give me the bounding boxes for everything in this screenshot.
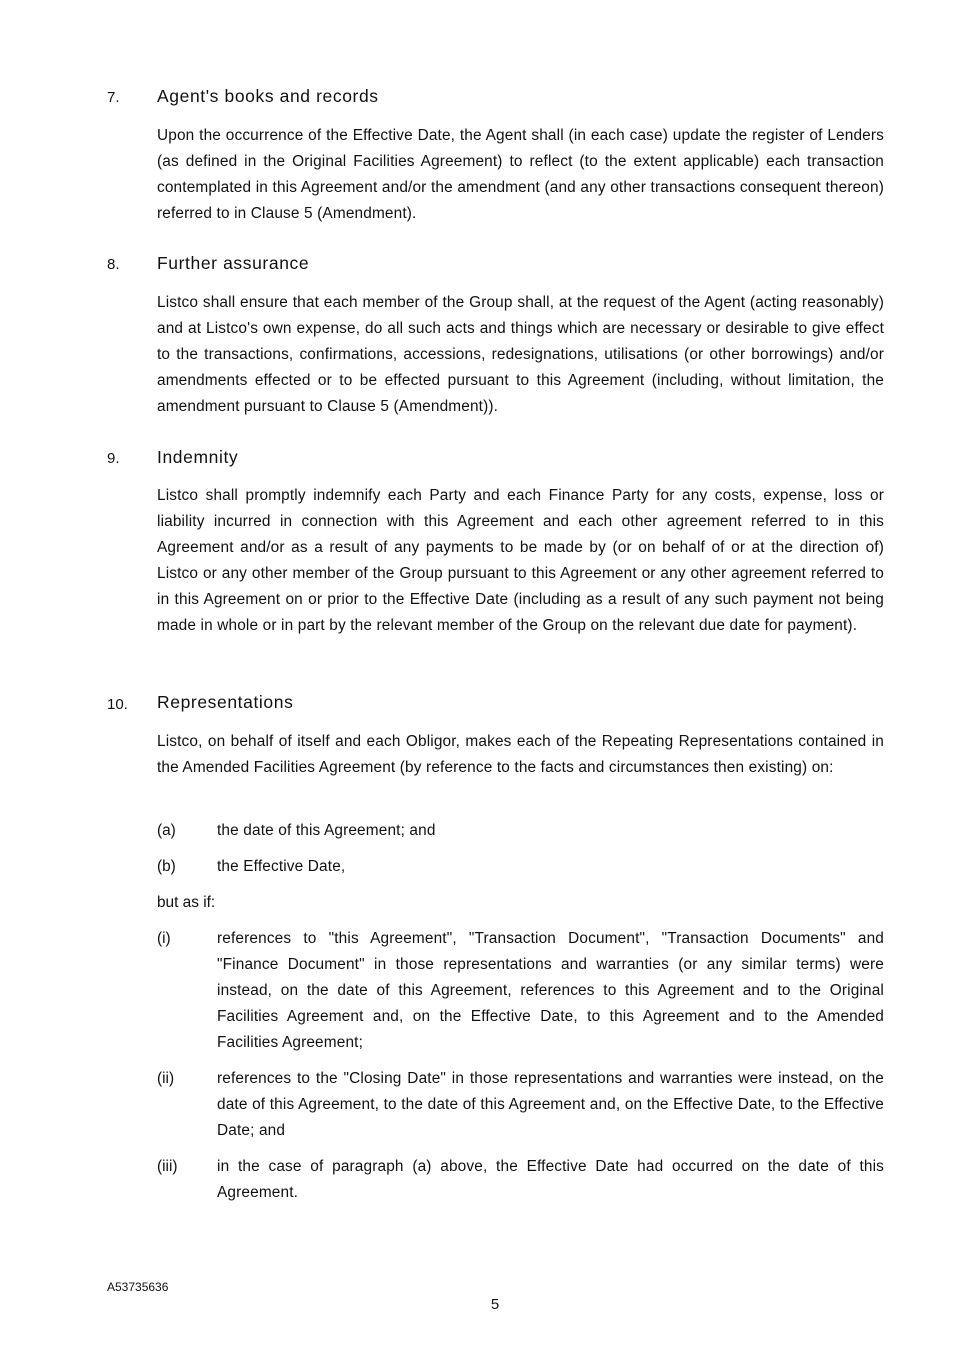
- list-item: the date of this Agreement; and: [217, 822, 436, 839]
- clause-number: 10.: [107, 696, 128, 713]
- document-reference: A53735636: [107, 1280, 169, 1294]
- list-label: (a): [157, 822, 176, 839]
- clause-body: Upon the occurrence of the Effective Date, the Agent shall (in each case) update the register of Lenders (as defined in the Original Facilities Agreement) to reflect (to the extent applicable) each transaction contemplated in this Agreement and/or the amendment (and any other transactions consequent thereon) referred to in Clause 5 (Amendment).: [157, 127, 884, 222]
- list-item: the Effective Date,: [217, 858, 346, 875]
- clause-body: Listco shall promptly indemnify each Party and each Finance Party for any costs, expense, loss or liability incurred in connection with this Agreement and each other agreement referred to in this Agreement and/or as a result of any payments to be made by (or on behalf of or at the direction of) Listco or any other member of the Group pursuant to this Agreement or any other agreement referred to in this Agreement on or prior to the Effective Date (including as a result of any such payment not being made in whole or in part by the relevant member of the Group on the relevant due date for payment).: [157, 487, 884, 634]
- clause-heading: Agent's books and records: [157, 86, 379, 106]
- list-label: (b): [157, 858, 176, 875]
- list-label: (iii): [157, 1158, 178, 1175]
- clause-body: Listco shall ensure that each member of the Group shall, at the request of the Agent (acting reasonably) and at Listco's own expense, do all such acts and things which are necessary or desirable to give effect to the transactions, confirmations, accessions, redesignations, utilisations (or other borrowings) and/or amendments effected or to be effected pursuant to this Agreement (including, without limitation, the amendment pursuant to Clause 5 (Amendment)).: [157, 294, 884, 415]
- clause-body: Listco, on behalf of itself and each Obligor, makes each of the Repeating Representations contained in the Amended Facilities Agreement (by reference to the facts and circumstances then existing) on:: [157, 733, 884, 776]
- page-number: 5: [490, 1296, 500, 1313]
- clause-number: 9.: [107, 450, 120, 467]
- clause-number: 8.: [107, 256, 120, 273]
- clause-heading: Representations: [157, 692, 294, 712]
- clause-heading: Further assurance: [157, 253, 310, 273]
- list-item: references to the "Closing Date" in those representations and warranties were instead, on the date of this Agreement, to the date of this Agreement and, on the Effective Date, to the Effective Date; and: [217, 1070, 884, 1139]
- list-label: (ii): [157, 1070, 175, 1087]
- list-item: references to "this Agreement", "Transaction Document", "Transaction Documents" and "Finance Document" in those representations and warranties (or any similar terms) were instead, on the date of this Agreement, references to this Agreement and to the Original Facilities Agreement and, on the Effective Date, to this Agreement and to the Amended Facilities Agreement;: [217, 930, 884, 1051]
- clause-heading: Indemnity: [157, 447, 239, 467]
- list-label: (i): [157, 930, 171, 947]
- list-item: in the case of paragraph (a) above, the Effective Date had occurred on the date of this Agreement.: [217, 1158, 884, 1201]
- clause-number: 7.: [107, 89, 120, 106]
- but-as-if-text: but as if:: [157, 894, 216, 911]
